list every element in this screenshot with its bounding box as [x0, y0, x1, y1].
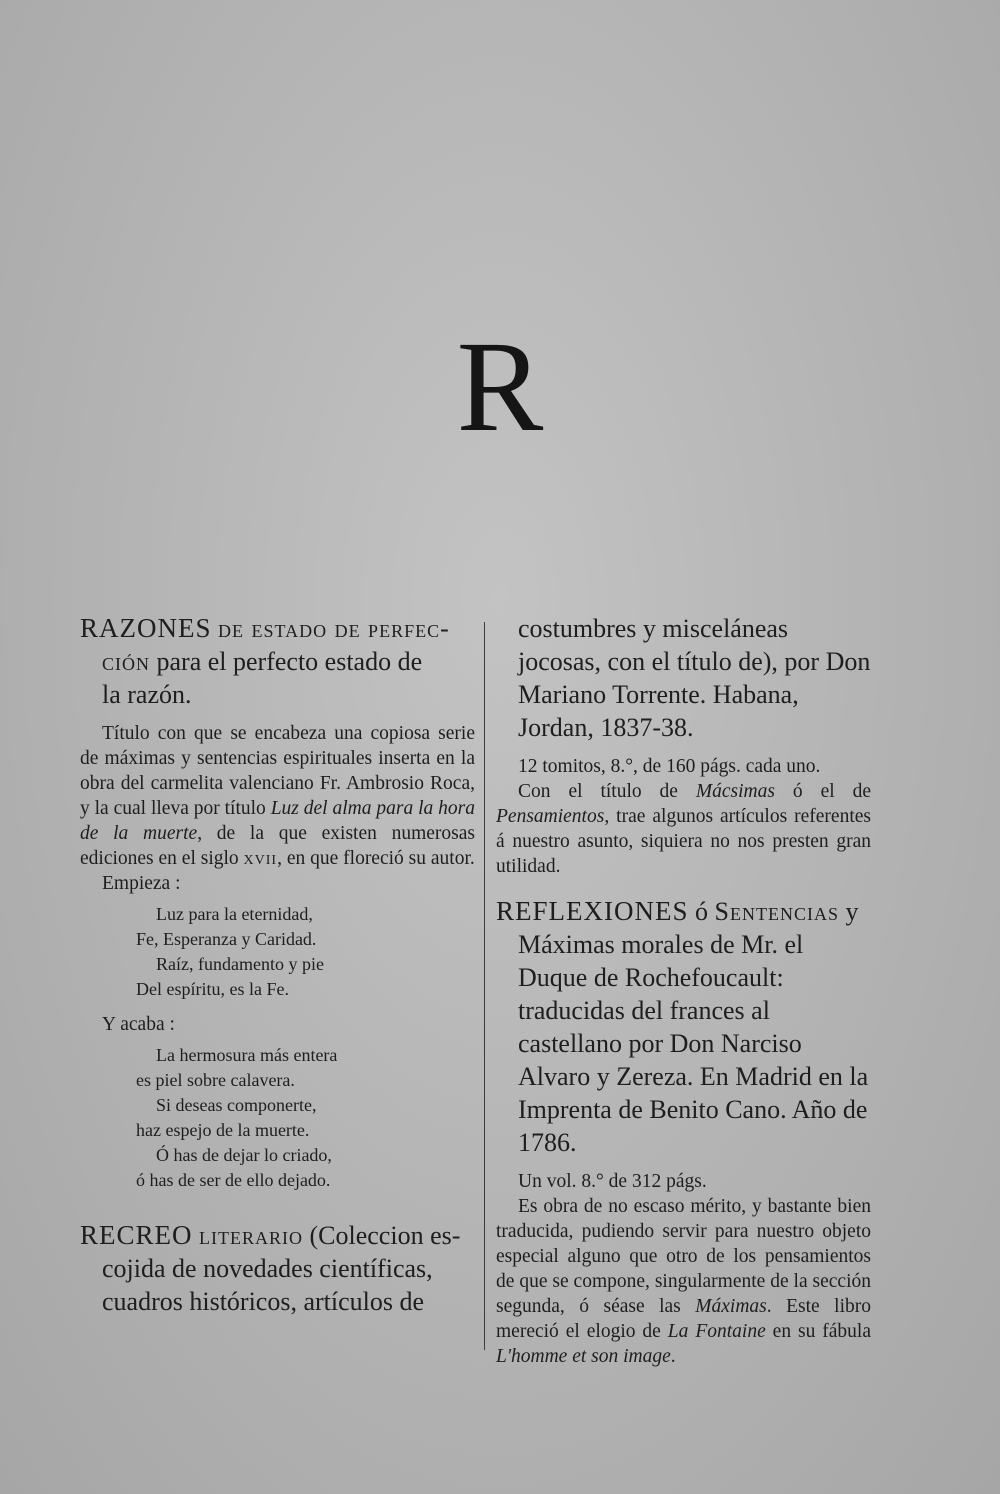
entry-recreo-continued: costumbres y misceláneas jocosas, con el título de), por Don Mariano Torrente. Habana, Jordan, 1837-38. [518, 614, 871, 742]
entry-recreo: RECREO literario (Coleccion es- cojida de novedades científicas, cuadros históricos, artículos de [80, 1220, 461, 1316]
right-column [496, 612, 871, 1369]
section-initial-letter: R [456, 315, 544, 459]
label-empieza: Empieza : [102, 873, 181, 894]
left-column [80, 612, 475, 1318]
entry-razones: RAZONES de estado de perfec- ción para el perfecto estado de la razón. [80, 613, 450, 709]
paragraph-recreo-volumes: 12 tomitos, 8.°, de 160 págs. cada uno. [518, 756, 821, 777]
entry-reflexiones: REFLEXIONES ó Sentencias y Máximas morales de Mr. el Duque de Rochefoucault: traducidas del frances al castellano por Don Narciso Alvaro y Zereza. En Madrid en la Imprenta de Benito Cano. Año de 1786. [496, 896, 869, 1157]
column-divider [484, 622, 485, 1350]
headword-razones: RAZONES [80, 613, 212, 643]
paragraph-razones-description: Título con que se encabeza una copiosa serie de máximas y sentencias espirituales inserta en la obra del carmelita valenciano Fr. Ambrosio Roca, y la cual lleva por título Luz del alma para la hora de la muerte, de la que existen numerosas ediciones en el siglo xvii, en que floreció su autor. [80, 723, 475, 869]
paragraph-reflexiones-description: Es obra de no escaso mérito, y bastante bien traducida, pudiendo servir para nuestro objeto especial alguno que otro de los pensamientos de que se compone, singularmente de la sección segunda, ó séase las Máximas. Este libro mereció el elogio de La Fontaine en su fábula L'homme et son image. [496, 1196, 872, 1367]
paragraph-reflexiones-volume: Un vol. 8.° de 312 págs. [518, 1171, 707, 1192]
headword-reflexiones: REFLEXIONES [496, 896, 689, 926]
verse-closing: La hermosura más entera es piel sobre calavera. Si deseas componerte, haz espejo de la muerte. Ó has de dejar lo criado, ó has de ser de ello dejado. [136, 1045, 338, 1190]
headword-recreo: RECREO [80, 1220, 193, 1250]
paragraph-recreo-description: Con el título de Mácsimas ó el de Pensamientos, trae algunos artículos referentes á nuestro asunto, siquiera no nos presten gran utilidad. [496, 781, 871, 877]
verse-opening: Luz para la eternidad, Fe, Esperanza y Caridad. Raíz, fundamento y pie Del espíritu, es la Fe. [136, 904, 324, 999]
label-acaba: Y acaba : [102, 1014, 175, 1035]
